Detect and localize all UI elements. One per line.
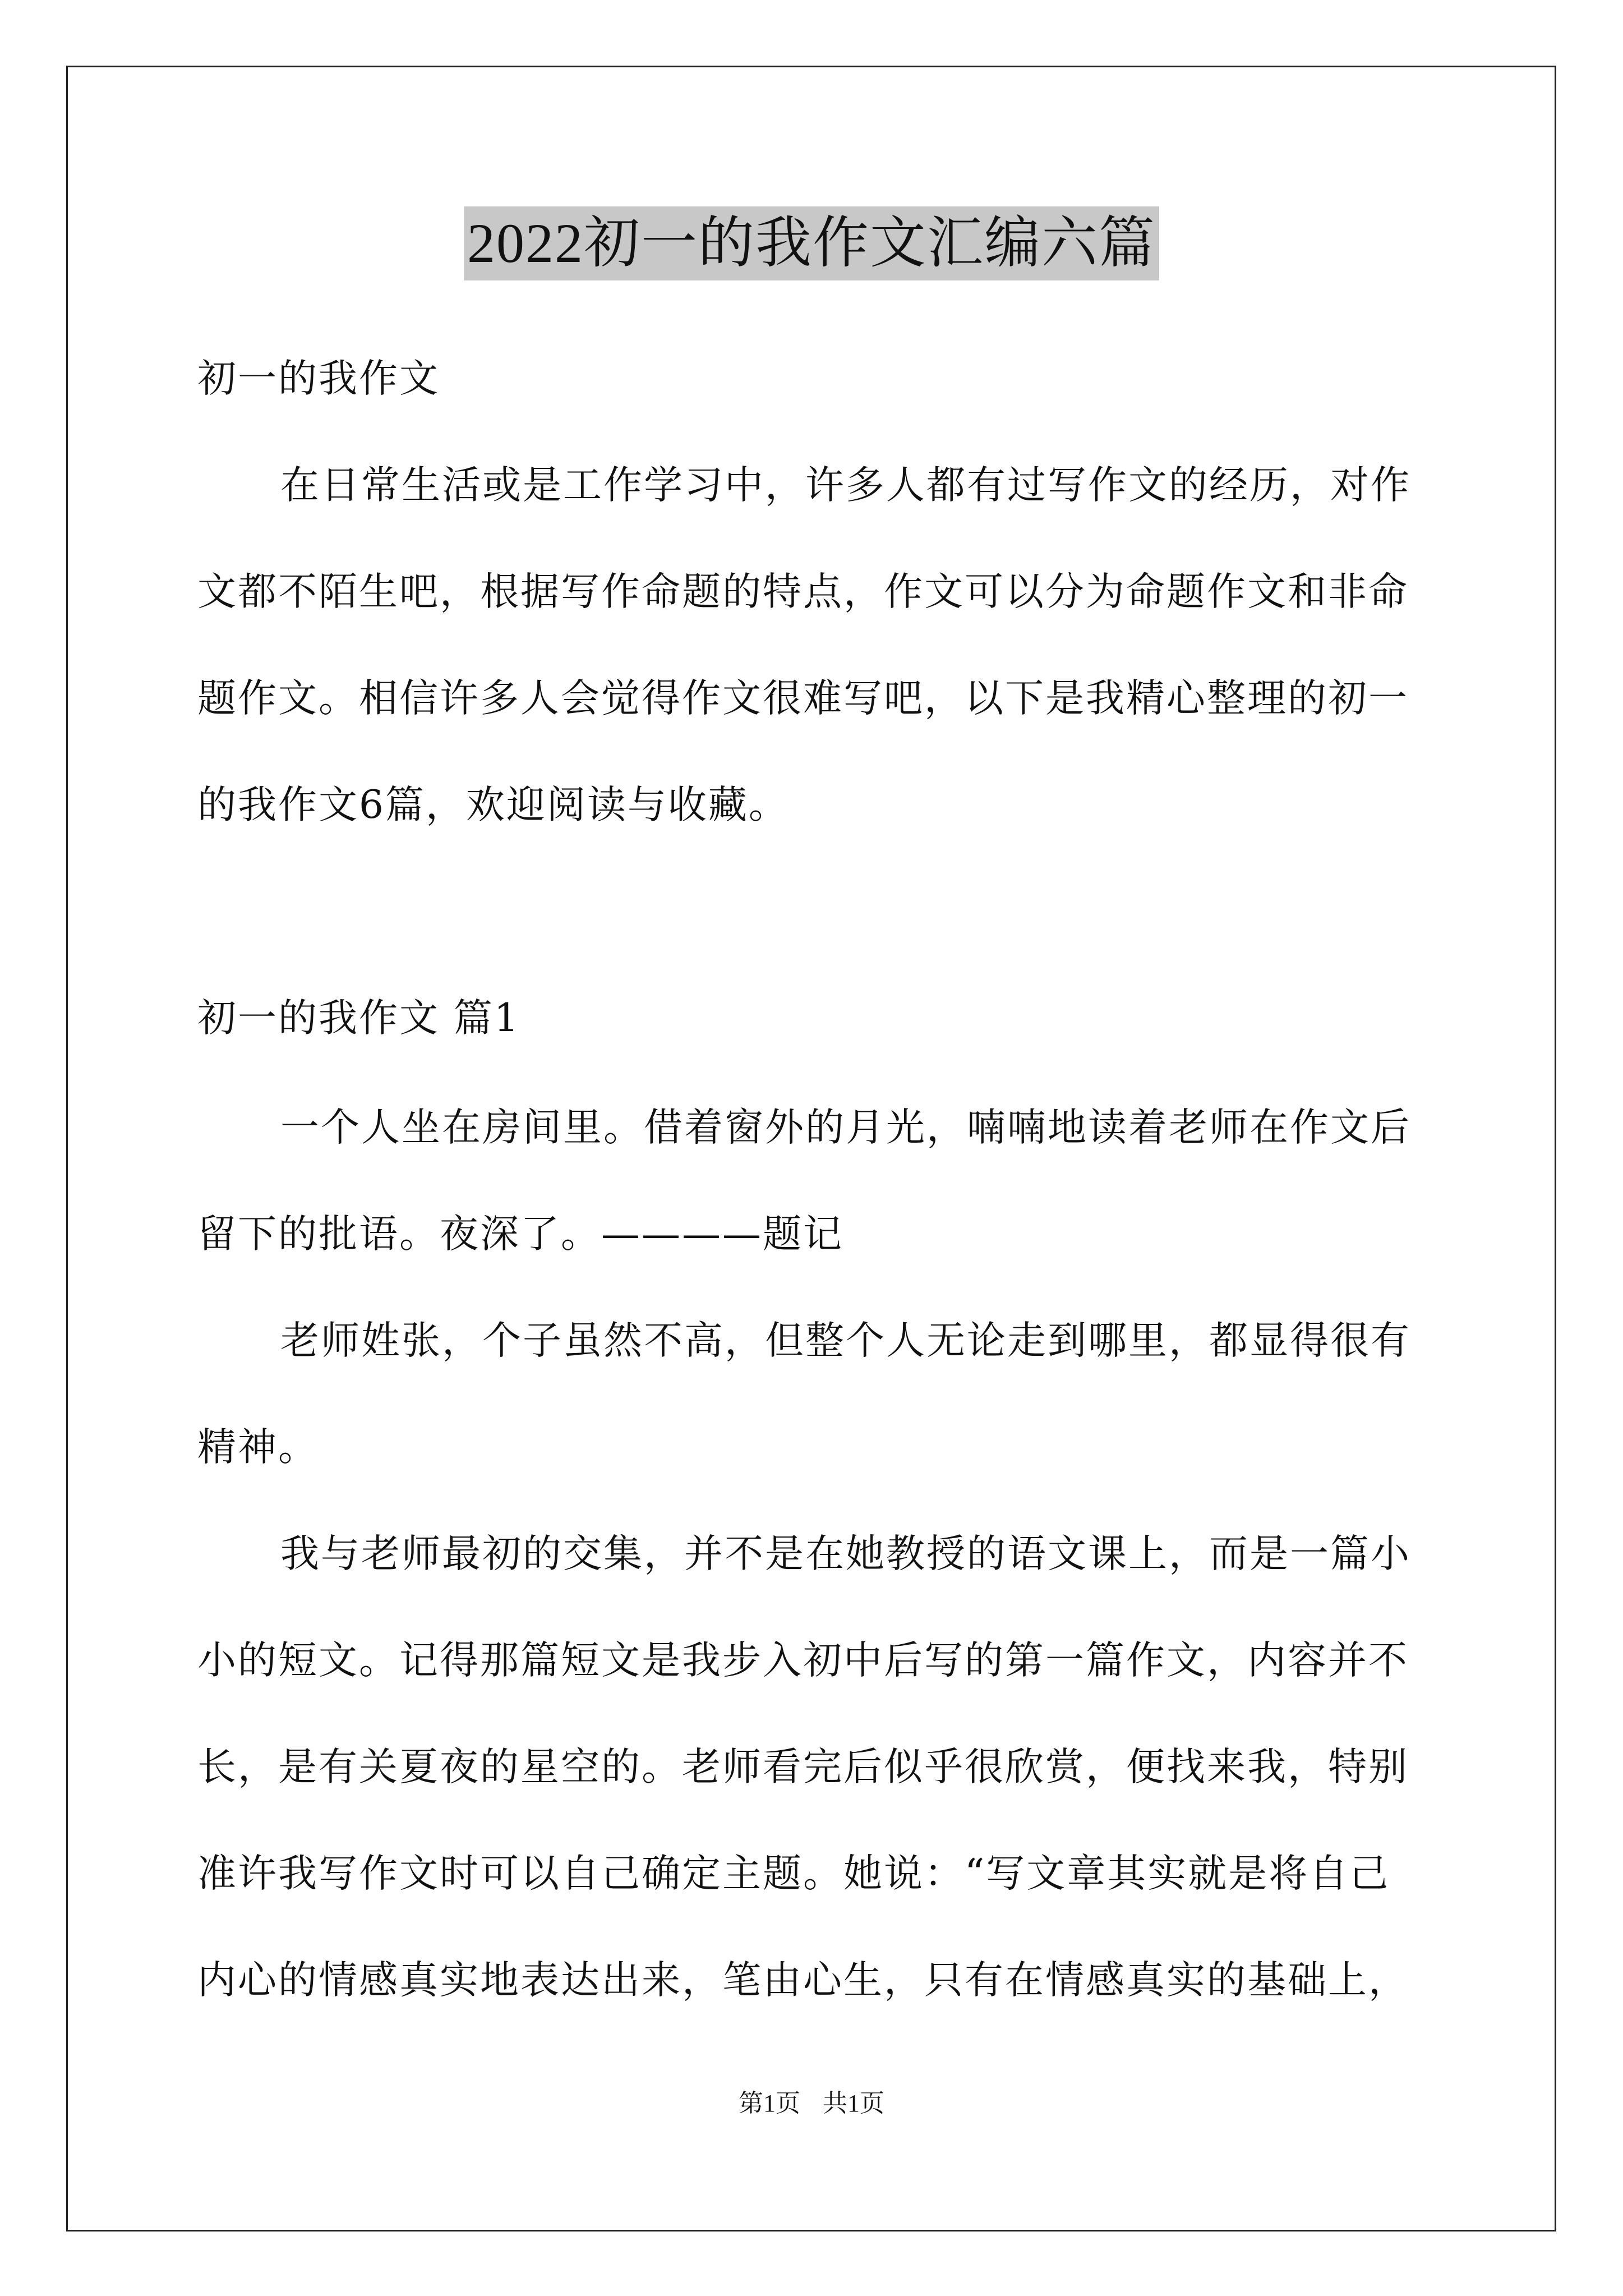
paragraph-line: 题作文。相信许多人会觉得作文很难写吧，以下是我精心整理的初一 — [197, 676, 1409, 721]
section-heading: 初一的我作文 — [197, 356, 440, 401]
paragraph-line: 在日常生活或是工作学习中，许多人都有过写作文的经历，对作 — [280, 463, 1411, 508]
paragraph-line: 文都不陌生吧，根据写作命题的特点，作文可以分为命题作文和非命 — [197, 569, 1409, 614]
paragraph-line: 长，是有关夏夜的星空的。老师看完后似乎很欣赏，便找来我，特别 — [197, 1745, 1409, 1789]
document-title: 2022初一的我作文汇编六篇 — [464, 206, 1159, 280]
paragraph-line: 小的短文。记得那篇短文是我步入初中后写的第一篇作文，内容并不 — [197, 1638, 1409, 1683]
page-number-total: 共1页 — [823, 2090, 884, 2117]
page-number-current: 第1页 — [739, 2090, 800, 2117]
paragraph-line: 留下的批语。夜深了。————题记 — [197, 1212, 843, 1257]
title-container — [0, 206, 1623, 280]
paragraph-line: 我与老师最初的交集，并不是在她教授的语文课上，而是一篇小 — [280, 1531, 1411, 1576]
paragraph-line: 内心的情感真实地表达出来，笔由心生，只有在情感真实的基础上， — [197, 1958, 1409, 2003]
section-heading: 初一的我作文 篇1 — [197, 996, 520, 1041]
paragraph-line: 的我作文6篇，欢迎阅读与收藏。 — [197, 783, 789, 827]
page-footer — [0, 2087, 1623, 2120]
paragraph-line: 老师姓张，个子虽然不高，但整个人无论走到哪里，都显得很有 — [280, 1318, 1411, 1363]
paragraph-line: 准许我写作文时可以自己确定主题。她说：“写文章其实就是将自己 — [197, 1851, 1390, 1896]
paragraph-line: 精神。 — [197, 1425, 319, 1470]
paragraph-line: 一个人坐在房间里。借着窗外的月光，喃喃地读着老师在作文后 — [280, 1105, 1411, 1150]
